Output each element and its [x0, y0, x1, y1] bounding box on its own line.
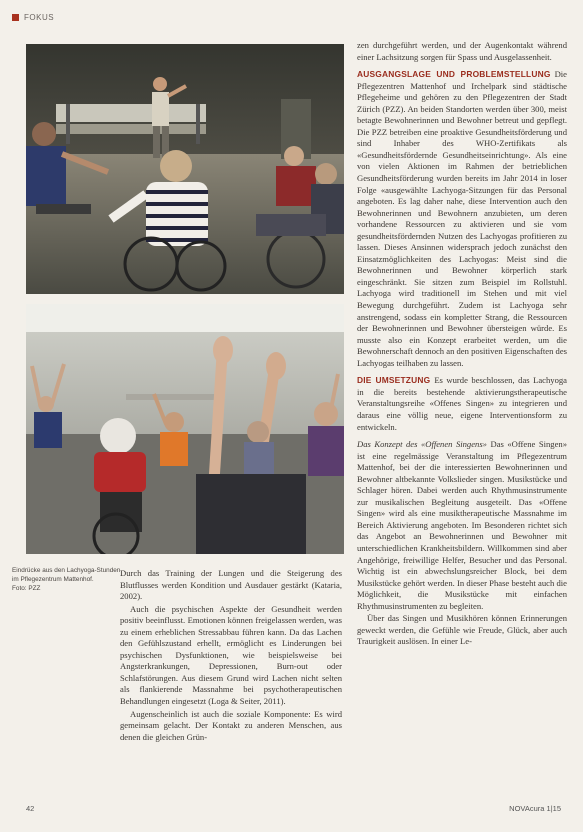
paragraph: zen durchgeführt werden, und der Augenkontakt während einer Lachsitzung sorgen für Spass und Ausgelassenheit. — [357, 40, 567, 62]
caption-line: im Pflegezentrum Mattenhof. — [12, 576, 94, 583]
photo-caption — [12, 566, 121, 593]
paragraph: Augenscheinlich ist auch die soziale Komponente: Es wird gemeinsam gelacht. Der Kontakt zu anderen Menschen, aus denen die gleichen Grün- — [120, 708, 342, 742]
paragraph: Es wurde beschlossen, das Lachyoga in die bereits bestehende aktivierungstherapeutische Veranstaltungsreihe «Offenes Singen» zu integrieren und daraus eine völlig neue, eigene Interventionsform zu entwickeln. — [357, 375, 567, 432]
section-marker — [12, 14, 19, 21]
section-heading: DIE UMSETZUNG — [357, 375, 431, 386]
paragraph: Das «Offene Singen» ist eine regelmässige Veranstaltung im Pflegezentrum Mattenhof, bei der die interessierten Bewohnerinnen und Bewohner altbekannte Volkslieder singen. Musikstücke und Schlager hören. Dabei werden auch Rhythmusinstrumente zur musikalischen Begleitung ausgeteilt. Das «Offene Singen» wird als eine musiktherapeutische Massnahme im Bereich Aktivierung angeboten. Im Besonderen richtet sich das Angebot an Bewohnerinnen und Bewohner mit unterschiedlichen Krankheitsbildern. Willkommen sind aber Angehörige, freiwillige Helfer, Besucher und das Personal. Wichtig ist ein abwechslungsreicher Block, bei dem Musikstücke gehört werden. In dieser Phase besteht auch die Möglichkeit, die Musikstücke mit einfachen Rhythmusinstrumenten zu begleiten. — [357, 439, 567, 611]
caption-line: Eindrücke aus den Lachyoga-Stunden — [12, 567, 121, 574]
magazine-name: NOVAcura 1|15 — [509, 804, 561, 813]
text-column-left — [120, 568, 342, 743]
section-heading: AUSGANGSLAGE UND PROBLEMSTELLUNG — [357, 69, 551, 80]
photo-lachyoga-circle — [26, 44, 344, 294]
page-number: 42 — [26, 804, 35, 813]
section-label: FOKUS — [24, 12, 55, 22]
paragraph: Auch die psychischen Aspekte der Gesundheit werden positiv beeinflusst. Emotionen können freigelassen werden, was zu einem erheblichen Stressabbau führen kann. Da das Lachen den Gefühlszustand erhellt, ermöglicht es Linderungen bei psychischen Dysfunktionen, wie beispielsweise bei Angsterkrankungen, Depressionen, Burn-out oder Schlafstörungen. Aus diesem Grund wird Lachen nicht selten als flankierende Massnahme bei psychotherapeutischen Behandlungen eingesetzt (Loga & Seiter, 2011). — [120, 603, 342, 707]
paragraph: Durch das Training der Lungen und die Steigerung des Blutflusses werden Kondition und Ausdauer gestärkt (Kataria, 2002). — [120, 568, 342, 602]
caption-line: Foto: PZZ — [12, 585, 41, 592]
section-header — [12, 10, 54, 24]
paragraph: Die Pflegezentren Mattenhof und Irchelpark sind städtische Pflegeheime und gehören zu den Pflegezentren der Stadt Zürich (PZZ). An beiden Standorten werden über 300, meist betagte Bewohnerinnen und Bewohner betreut und gepflegt. Die PZZ betreiben eine proaktive Gesundheitsförderung und sind Inhaber des WHO-Zertifikats als «Gesundheitsfördernde Gesundheitseinrichtung». Als eine von vielen Aktionen im Rahmen der betrieblichen Gesundheitsförderung wurden bereits im Jahr 2014 in loser Folge «ausgewählte Lachyoga-Sitzungen für das Personal angeboten. Es lag daher nahe, diese Intervention auch den Bewohnerinnen und Bewohnern anzubieten, um deren vorhandene Ressourcen zu aktivieren und sie vom gesundheitsfördernden Nutzen des Lachyogas profitieren zu lassen. Dieses Ansinnen widersprach jedoch zunächst den Einsatzmöglichkeiten des Lachyogas: Meist sind die Bewohnerinnen und Bewohner körperlich stark eingeschränkt. Sie sitzen zum Beispiel im Rollstuhl. Lachyoga wird traditionell im Stehen und mit viel Bewegung durchgeführt. Zudem ist Lachyoga sehr anstrengend, sodass ein kompletter Strang, die Ressourcen der Bewohnerinnen und Bewohner übersteigen würde. Es musste also ein Konzept erarbeitet werden, um die Bewohnerschaft dennoch an den positiven Eigenschaften des Lachyogas teilhaben zu lassen. — [357, 69, 568, 368]
text-column-right — [357, 40, 567, 648]
subheading: Das Konzept des «Offenen Singens» — [357, 439, 487, 450]
photo-lachyoga-raised-arms — [26, 304, 344, 554]
paragraph: Über das Singen und Musikhören können Erinnerungen geweckt werden, die Gefühle wie Freude, Glück, aber auch Traurigkeit auslösen. In einer Le- — [357, 613, 567, 647]
